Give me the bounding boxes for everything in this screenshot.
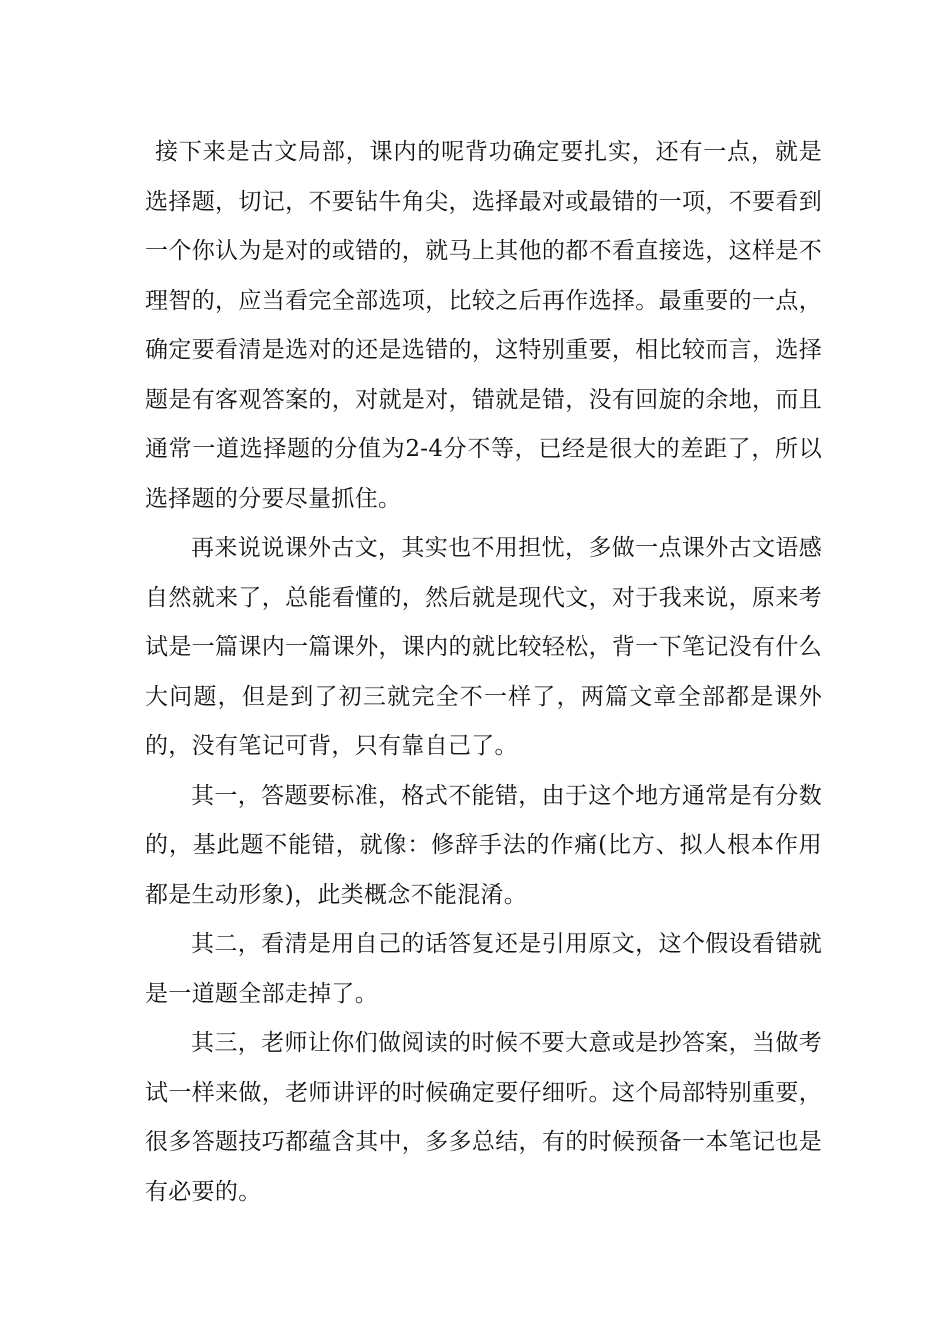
paragraph-point-three: 其三，老师让你们做阅读的时候不要大意或是抄答案，当做考试一样来做，老师讲评的时候确定要仔细听。这个局部特别重要，很多答题技巧都蕴含其中，多多总结，有的时候预备一本笔记也是有必要的。 [145,1030,822,1205]
paragraph-point-two: 其二，看清是用自己的话答复还是引用原文，这个假设看错就是一道题全部走掉了。 [145,931,822,1007]
paragraph-extracurricular-reading: 再来说说课外古文，其实也不用担忧，多做一点课外古文语感自然就来了，总能看懂的，然后就是现代文，对于我来说，原来考试是一篇课内一篇课外，课内的就比较轻松，背一下笔记没有什么大问题，但是到了初三就完全不一样了，两篇文章全部都是课外的，没有笔记可背，只有靠自己了。 [145,535,822,759]
paragraph-classical-chinese: 接下来是古文局部，课内的呢背功确定要扎实，还有一点，就是选择题，切记，不要钻牛角尖，选择最对或最错的一项，不要看到一个你认为是对的或错的，就马上其他的都不看直接选，这样是不理智的，应当看完全部选项，比较之后再作选择。最重要的一点，确定要看清是选对的还是选错的，这特别重要，相比较而言，选择题是有客观答案的，对就是对，错就是错，没有回旋的余地，而且通常一道选择题的分值为2-4分不等，已经是很大的差距了，所以选择题的分要尽量抓住。 [145,139,822,512]
paragraph-point-one: 其一，答题要标准，格式不能错，由于这个地方通常是有分数的，基此题不能错，就像：修辞手法的作痛(比方、拟人根本作用都是生动形象)，此类概念不能混淆。 [145,782,822,908]
